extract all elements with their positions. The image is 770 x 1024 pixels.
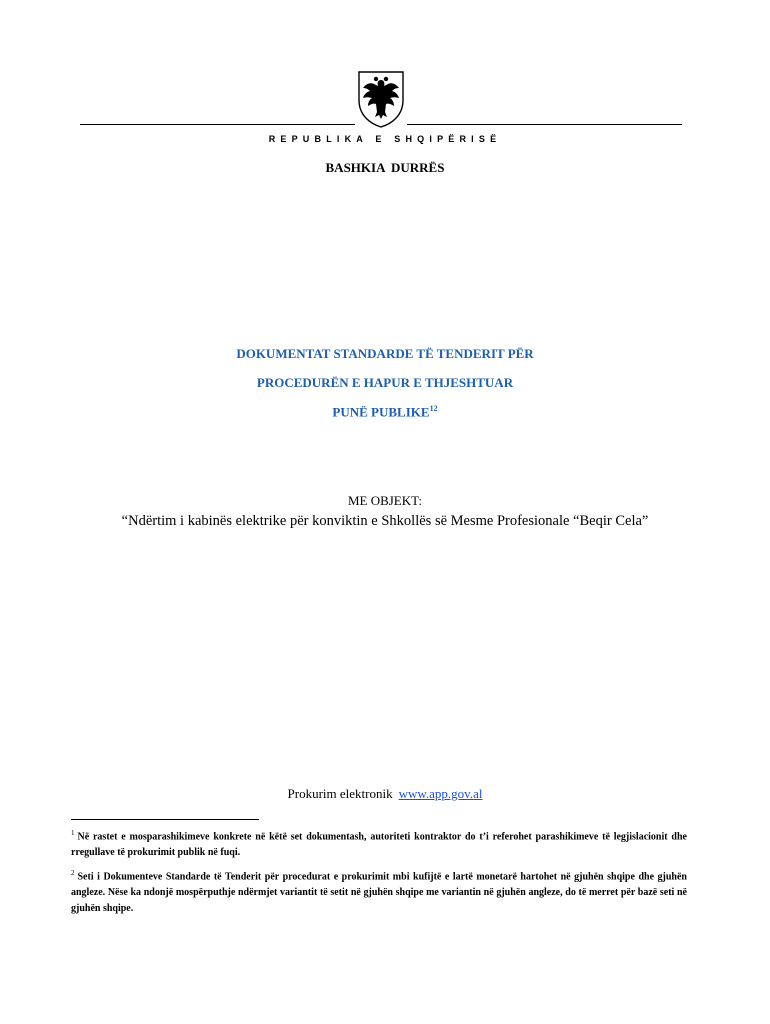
footnote-1-text: Në rastet e mosparashikimeve konkrete në këtë set dokumentash, autoriteti kontraktor do t’i referohet parashikimeve të legjislacionit dhe rregullave të prokurimit publik në fuqi. [71,831,687,859]
municipality-name: BASHKIA DURRËS [325,160,445,175]
document-title-line-1: DOKUMENTAT STANDARDE TË TENDERIT PËR [236,346,534,361]
footnote-1-number: 1 [71,829,75,837]
procurement-link[interactable]: www.app.gov.al [398,786,483,801]
object-text: “Ndërtim i kabinës elektrike për konviktin e Shkollës së Mesme Profesionale “Beqir Cela” [121,513,649,529]
footnote-refs: 12 [429,404,438,413]
title-line-3-text: PUNË PUBLIKE [332,404,430,420]
procurement-line [0,786,770,802]
procurement-label: Prokurim elektronik [287,786,393,801]
object-label: ME OBJEKT: [347,493,423,508]
document-title-line-3 [0,404,770,420]
header-rule-right [407,124,682,125]
footnote-2-text: Seti i Dokumenteve Standarde të Tenderit për procedurat e prokurimit mbi kufijtë e lartë monetarë hartohet në gjuhën shqipe dhe gjuhën angleze. Nëse ka ndonjë mospërputhje ndërmjet variantit të setit në gjuhën shqipe me variantin në gjuhën angleze, do të merret për bazë seti në gjuhën shqipe. [71,871,687,915]
footnote-2-number: 2 [71,869,75,877]
footnote-2 [71,865,687,917]
republic-name: REPUBLIKA E SHQIPËRISË [268,134,502,144]
albanian-eagle-emblem-icon [357,70,405,128]
footnote-separator [71,819,259,820]
footnote-1 [71,825,687,861]
document-title-line-2: PROCEDURËN E HAPUR E THJESHTUAR [256,375,514,390]
header-rule-left [80,124,355,125]
